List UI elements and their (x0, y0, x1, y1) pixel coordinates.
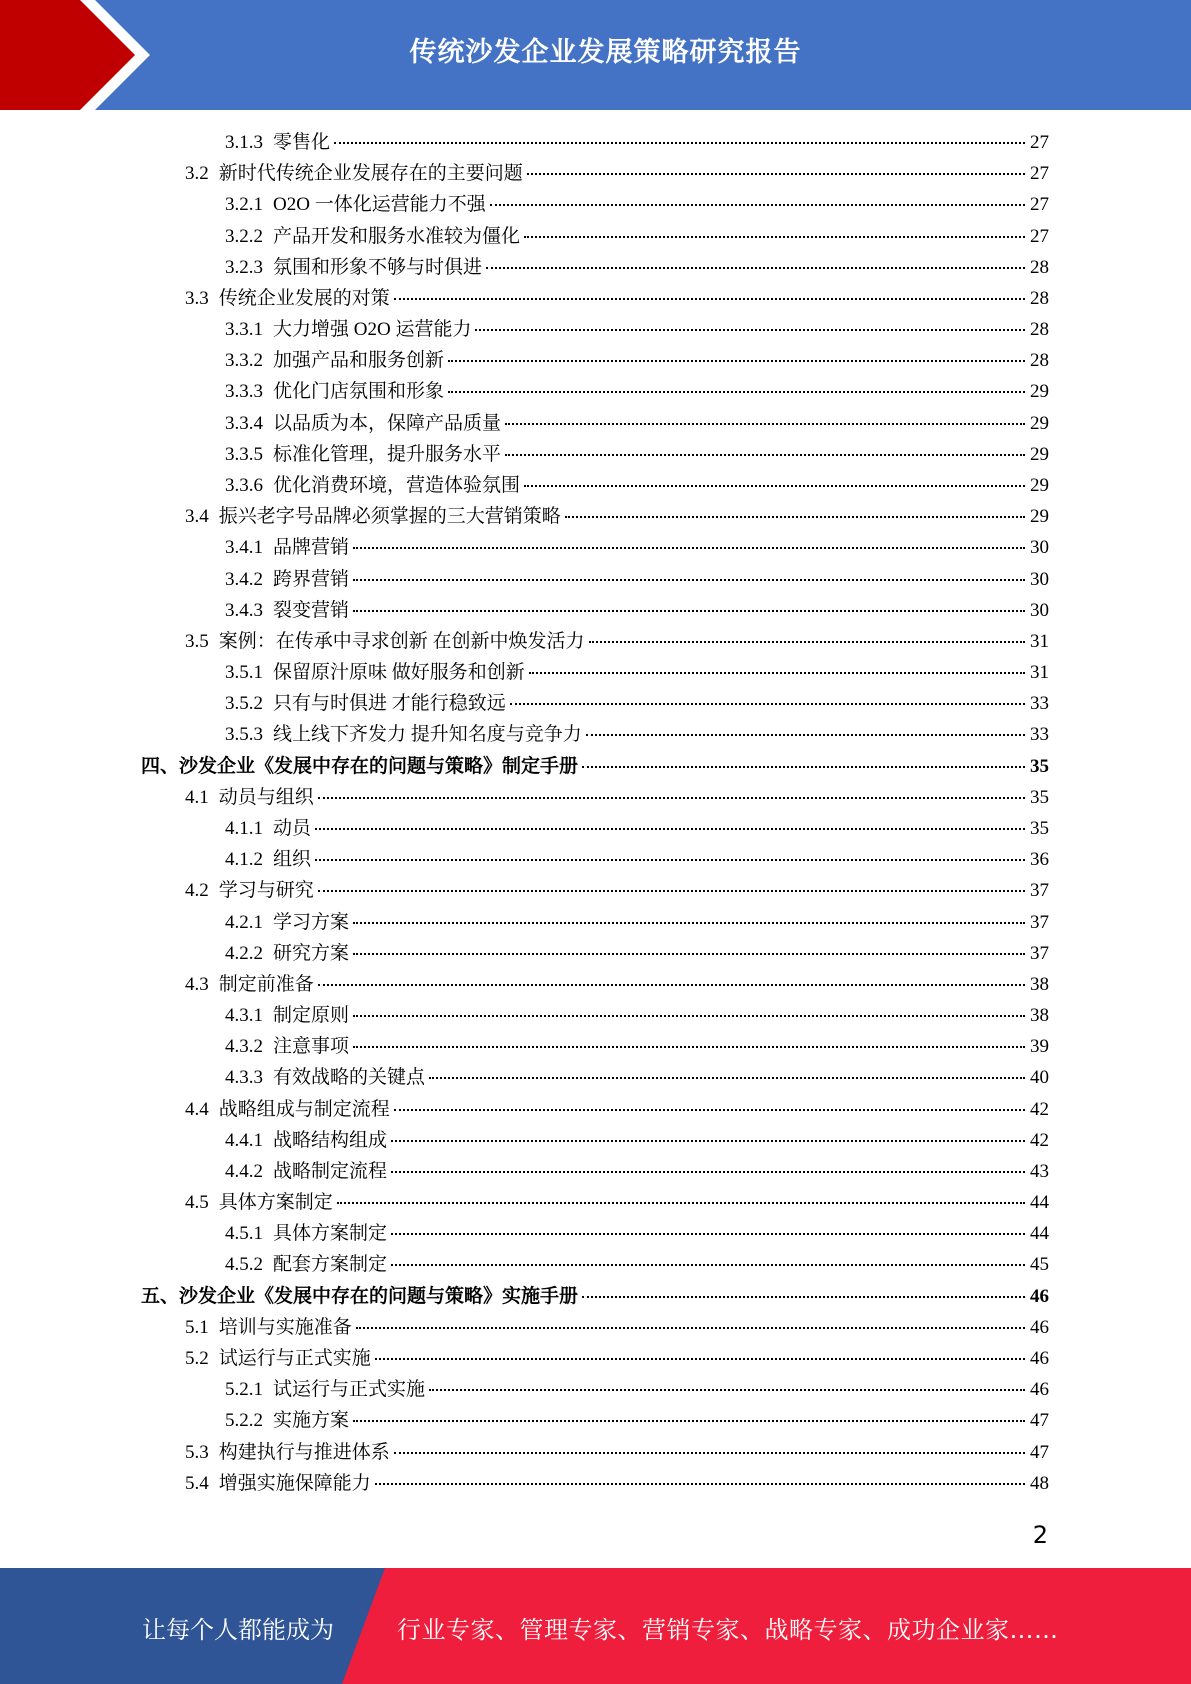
toc-entry-page: 47 (1030, 1410, 1049, 1432)
toc-entry[interactable] (225, 127, 1049, 158)
toc-entry-page: 33 (1030, 724, 1049, 746)
toc-entry-page: 29 (1030, 412, 1049, 434)
toc-entry[interactable] (185, 1468, 1049, 1499)
toc-entry[interactable] (225, 1249, 1049, 1280)
toc-dot-leader (429, 1389, 1025, 1391)
toc-entry-page: 46 (1030, 1379, 1049, 1401)
page-footer (0, 1568, 1191, 1684)
toc-entry-page: 40 (1030, 1067, 1049, 1089)
toc-entry[interactable] (225, 595, 1049, 626)
toc-entry-title: 裂变营销 (273, 599, 350, 621)
toc-entry[interactable] (141, 751, 1049, 782)
toc-entry[interactable] (185, 158, 1049, 189)
toc-entry-number: 3.2.2 (225, 225, 263, 247)
toc-entry-number: 4.3.2 (225, 1036, 263, 1058)
toc-dot-leader (353, 953, 1025, 955)
toc-dot-leader (353, 1420, 1025, 1422)
toc-entry[interactable] (225, 439, 1049, 470)
toc-dot-leader (318, 890, 1025, 892)
toc-dot-leader (356, 1327, 1025, 1329)
toc-entry-page: 27 (1030, 194, 1049, 216)
toc-entry[interactable] (185, 1187, 1049, 1218)
toc-entry[interactable] (141, 1281, 1049, 1312)
toc-entry-title: 试运行与正式实施 (218, 1348, 371, 1370)
toc-dot-leader (353, 922, 1025, 924)
toc-dot-leader (394, 1452, 1025, 1454)
toc-entry[interactable] (185, 782, 1049, 813)
toc-dot-leader (505, 423, 1025, 425)
toc-entry-page: 42 (1030, 1129, 1049, 1151)
toc-entry-number: 3.4.3 (225, 599, 263, 621)
toc-entry-title: 研究方案 (273, 942, 350, 964)
toc-entry-page: 27 (1030, 163, 1049, 185)
toc-dot-leader (586, 734, 1025, 736)
toc-entry-number: 3.3 (185, 287, 209, 309)
toc-entry-page: 37 (1030, 911, 1049, 933)
toc-entry[interactable] (185, 1094, 1049, 1125)
toc-dot-leader (529, 672, 1025, 674)
toc-entry[interactable] (225, 1374, 1049, 1405)
toc-entry[interactable] (225, 938, 1049, 969)
toc-entry-title: 学习与研究 (218, 880, 314, 902)
toc-entry-page: 45 (1030, 1254, 1049, 1276)
toc-entry-number: 5.4 (185, 1472, 209, 1494)
toc-entry-title: 传统企业发展的对策 (218, 287, 390, 309)
toc-entry-page: 44 (1030, 1192, 1049, 1214)
toc-dot-leader (375, 1358, 1025, 1360)
toc-entry-title: 线上线下齐发力 提升知名度与竞争力 (273, 724, 582, 746)
toc-entry-page: 27 (1030, 225, 1049, 247)
toc-entry-page: 46 (1030, 1316, 1049, 1338)
toc-entry-number: 3.5.2 (225, 693, 263, 715)
toc-entry-title: 增强实施保障能力 (218, 1472, 371, 1494)
toc-entry-title: 大力增强 O2O 运营能力 (273, 319, 472, 341)
toc-entry[interactable] (185, 875, 1049, 906)
toc-entry[interactable] (225, 1031, 1049, 1062)
toc-entry-number: 4.3 (185, 973, 209, 995)
toc-dot-leader (524, 236, 1025, 238)
toc-entry-title: 构建执行与推进体系 (218, 1441, 390, 1463)
toc-dot-leader (337, 1202, 1025, 1204)
toc-entry[interactable] (225, 408, 1049, 439)
toc-dot-leader (490, 204, 1025, 206)
toc-dot-leader (582, 766, 1025, 768)
toc-entry-title: 具体方案制定 (273, 1223, 388, 1245)
toc-entry-number: 4.4.1 (225, 1129, 263, 1151)
toc-entry-number: 4.3.3 (225, 1067, 263, 1089)
toc-entry-title: 培训与实施准备 (218, 1316, 352, 1338)
toc-entry-title: 加强产品和服务创新 (273, 350, 445, 372)
toc-entry[interactable] (225, 221, 1049, 252)
toc-entry[interactable] (225, 907, 1049, 938)
toc-entry[interactable] (225, 1405, 1049, 1436)
report-title: 传统沙发企业发展策略研究报告 (409, 37, 802, 68)
toc-entry-title: 振兴老字号品牌必须掌握的三大营销策略 (218, 506, 561, 528)
toc-entry-page: 31 (1030, 630, 1049, 652)
toc-entry[interactable] (225, 1062, 1049, 1093)
toc-entry-page: 28 (1030, 287, 1049, 309)
toc-dot-leader (318, 797, 1025, 799)
toc-entry[interactable] (225, 688, 1049, 719)
toc-entry-number: 3.5.3 (225, 724, 263, 746)
toc-dot-leader (394, 298, 1025, 300)
toc-entry-title: 优化门店氛围和形象 (273, 381, 445, 403)
toc-entry-title: 氛围和形象不够与时俱进 (273, 256, 483, 278)
toc-entry-title: 战略制定流程 (273, 1160, 388, 1182)
toc-entry-page: 30 (1030, 599, 1049, 621)
page-number: 2 (1032, 1521, 1048, 1549)
toc-entry-page: 36 (1030, 849, 1049, 871)
toc-dot-leader (391, 1171, 1025, 1173)
toc-entry-page: 46 (1030, 1348, 1049, 1370)
toc-entry-number: 5.2.2 (225, 1410, 263, 1432)
toc-entry[interactable] (225, 813, 1049, 844)
toc-dot-leader (375, 1483, 1025, 1485)
toc-entry-title: 沙发企业《发展中存在的问题与策略》制定手册 (179, 755, 579, 777)
toc-dot-leader (429, 1077, 1025, 1079)
toc-entry-number: 3.5.1 (225, 662, 263, 684)
toc-entry[interactable] (225, 252, 1049, 283)
toc-entry-page: 37 (1030, 880, 1049, 902)
toc-entry[interactable] (225, 1125, 1049, 1156)
toc-dot-leader (510, 703, 1025, 705)
toc-entry-title: 产品开发和服务水准较为僵化 (273, 225, 521, 247)
toc-dot-leader (353, 610, 1025, 612)
toc-entry-title: 战略组成与制定流程 (218, 1098, 390, 1120)
toc-entry-number: 3.1.3 (225, 132, 263, 153)
toc-dot-leader (391, 1140, 1025, 1142)
toc-entry-title: 跨界营销 (273, 568, 350, 590)
toc-entry-page: 35 (1030, 755, 1049, 777)
toc-entry-number: 3.3.5 (225, 443, 263, 465)
toc-entry-title: 保留原汁原味 做好服务和创新 (273, 662, 525, 684)
toc-dot-leader (391, 1233, 1025, 1235)
toc-entry-title: O2O 一体化运营能力不强 (273, 194, 486, 216)
toc-entry[interactable] (225, 719, 1049, 750)
toc-entry-title: 新时代传统企业发展存在的主要问题 (218, 163, 523, 185)
toc-entry-title: 案例：在传承中寻求创新 在创新中焕发活力 (218, 630, 585, 652)
toc-dot-leader (391, 1264, 1025, 1266)
toc-entry-number: 3.3.4 (225, 412, 263, 434)
toc-entry[interactable] (185, 969, 1049, 1000)
toc-entry-page: 38 (1030, 1005, 1049, 1027)
toc-entry-number: 4.1.1 (225, 817, 263, 839)
toc-dot-leader (353, 547, 1025, 549)
toc-entry-page: 29 (1030, 474, 1049, 496)
toc-entry-page: 28 (1030, 319, 1049, 341)
toc-entry-page: 30 (1030, 568, 1049, 590)
toc-entry-title: 标准化管理，提升服务水平 (273, 443, 502, 465)
toc-entry-number: 4.3.1 (225, 1005, 263, 1027)
toc-entry-number: 4.4 (185, 1098, 209, 1120)
toc-entry-page: 29 (1030, 506, 1049, 528)
toc-entry-page: 39 (1030, 1036, 1049, 1058)
toc-entry-page: 35 (1030, 817, 1049, 839)
toc-entry-number: 5.2.1 (225, 1379, 263, 1401)
toc-entry-title: 试运行与正式实施 (273, 1379, 426, 1401)
toc-entry-title: 具体方案制定 (218, 1192, 333, 1214)
toc-entry[interactable] (225, 1218, 1049, 1249)
toc-dot-leader (448, 360, 1025, 362)
toc-entry-page: 37 (1030, 942, 1049, 964)
toc-entry-title: 学习方案 (273, 911, 350, 933)
toc-entry-number: 3.5 (185, 630, 209, 652)
toc-entry-title: 优化消费环境，营造体验氛围 (273, 474, 521, 496)
toc-entry-title: 战略结构组成 (273, 1129, 388, 1151)
toc-entry-title: 注意事项 (273, 1036, 350, 1058)
toc-entry-number: 四、 (141, 755, 180, 777)
toc-dot-leader (475, 329, 1025, 331)
toc-entry-number: 3.3.6 (225, 474, 263, 496)
toc-entry[interactable] (225, 564, 1049, 595)
toc-entry-page: 31 (1030, 662, 1049, 684)
toc-entry-number: 3.2 (185, 163, 209, 185)
toc-entry-title: 有效战略的关键点 (273, 1067, 426, 1089)
toc-entry[interactable] (185, 1343, 1049, 1374)
toc-dot-leader (589, 641, 1025, 643)
toc-entry[interactable] (185, 283, 1049, 314)
toc-entry-number: 5.1 (185, 1316, 209, 1338)
toc-entry-title: 沙发企业《发展中存在的问题与策略》实施手册 (179, 1285, 579, 1307)
toc-entry-title: 品牌营销 (273, 537, 350, 559)
toc-entry-page: 35 (1030, 786, 1049, 808)
toc-dot-leader (394, 1109, 1025, 1111)
toc-entry-number: 3.3.3 (225, 381, 263, 403)
toc-entry-number: 3.4.1 (225, 537, 263, 559)
toc-entry[interactable] (225, 345, 1049, 376)
toc-entry-page: 44 (1030, 1223, 1049, 1245)
toc-entry-number: 4.5.1 (225, 1223, 263, 1245)
toc-entry[interactable] (225, 1000, 1049, 1031)
toc-entry-number: 5.3 (185, 1441, 209, 1463)
toc-entry-page: 28 (1030, 350, 1049, 372)
toc-entry-number: 4.4.2 (225, 1160, 263, 1182)
toc-dot-leader (582, 1296, 1025, 1298)
toc-entry-number: 4.5 (185, 1192, 209, 1214)
toc-entry-page: 28 (1030, 256, 1049, 278)
toc-dot-leader (448, 391, 1025, 393)
toc-entry-title: 动员与组织 (218, 786, 314, 808)
toc-entry[interactable] (225, 189, 1049, 220)
toc-entry-title: 配套方案制定 (273, 1254, 388, 1276)
toc-dot-leader (315, 859, 1025, 861)
page-header (0, 0, 1191, 110)
toc-dot-leader (353, 1046, 1025, 1048)
toc-entry-number: 5.2 (185, 1348, 209, 1370)
toc-entry-number: 3.4.2 (225, 568, 263, 590)
footer-expert-list: 行业专家、管理专家、营销专家、战略专家、成功企业家…… (397, 1616, 1059, 1644)
toc-entry[interactable] (225, 657, 1049, 688)
toc-entry-page: 42 (1030, 1098, 1049, 1120)
toc-entry-page: 47 (1030, 1441, 1049, 1463)
toc-entry[interactable] (225, 376, 1049, 407)
toc-entry-title: 动员 (273, 817, 312, 839)
toc-entry-page: 29 (1030, 381, 1049, 403)
toc-entry[interactable] (225, 1156, 1049, 1187)
toc-entry[interactable] (225, 314, 1049, 345)
toc-entry[interactable] (185, 501, 1049, 532)
toc-entry[interactable] (185, 626, 1049, 657)
toc-entry[interactable] (185, 1312, 1049, 1343)
toc-entry-page: 27 (1030, 132, 1049, 153)
toc-dot-leader (315, 828, 1025, 830)
toc-dot-leader (565, 516, 1025, 518)
footer-slogan: 让每个人都能成为 (142, 1616, 334, 1644)
toc-entry-page: 29 (1030, 443, 1049, 465)
toc-dot-leader (353, 579, 1025, 581)
toc-entry-page: 46 (1030, 1285, 1049, 1307)
toc-dot-leader (353, 1015, 1025, 1017)
toc-entry-number: 五、 (141, 1285, 180, 1307)
toc-entry-title: 组织 (273, 849, 312, 871)
toc-entry-number: 4.5.2 (225, 1254, 263, 1276)
toc-entry-number: 4.2.1 (225, 911, 263, 933)
toc-entry-number: 3.4 (185, 506, 209, 528)
toc-entry-number: 3.3.2 (225, 350, 263, 372)
toc-entry-page: 48 (1030, 1472, 1049, 1494)
toc-entry-title: 以品质为本，保障产品质量 (273, 412, 502, 434)
toc-dot-leader (527, 173, 1025, 175)
toc-entry-title: 零售化 (273, 132, 331, 153)
toc-dot-leader (524, 485, 1025, 487)
toc-entry-number: 4.1.2 (225, 849, 263, 871)
toc-dot-leader (318, 984, 1025, 986)
toc-dot-leader (505, 454, 1025, 456)
toc-entry-page: 43 (1030, 1160, 1049, 1182)
toc-entry-page: 38 (1030, 973, 1049, 995)
toc-entry-page: 30 (1030, 537, 1049, 559)
toc-entry[interactable] (225, 532, 1049, 563)
toc-entry-number: 4.1 (185, 786, 209, 808)
toc-entry[interactable] (225, 470, 1049, 501)
toc-entry-number: 3.2.3 (225, 256, 263, 278)
toc-entry-number: 3.2.1 (225, 194, 263, 216)
toc-dot-leader (334, 142, 1025, 144)
toc-entry-page: 33 (1030, 693, 1049, 715)
toc-entry[interactable] (225, 844, 1049, 875)
toc-entry-number: 3.3.1 (225, 319, 263, 341)
toc-entry-title: 制定前准备 (218, 973, 314, 995)
toc-entry-title: 制定原则 (273, 1005, 350, 1027)
toc-entry-number: 4.2 (185, 880, 209, 902)
toc-entry-number: 4.2.2 (225, 942, 263, 964)
toc-dot-leader (486, 267, 1025, 269)
toc-entry-title: 只有与时俱进 才能行稳致远 (273, 693, 506, 715)
toc-entry[interactable] (185, 1437, 1049, 1468)
toc-entry-title: 实施方案 (273, 1410, 350, 1432)
